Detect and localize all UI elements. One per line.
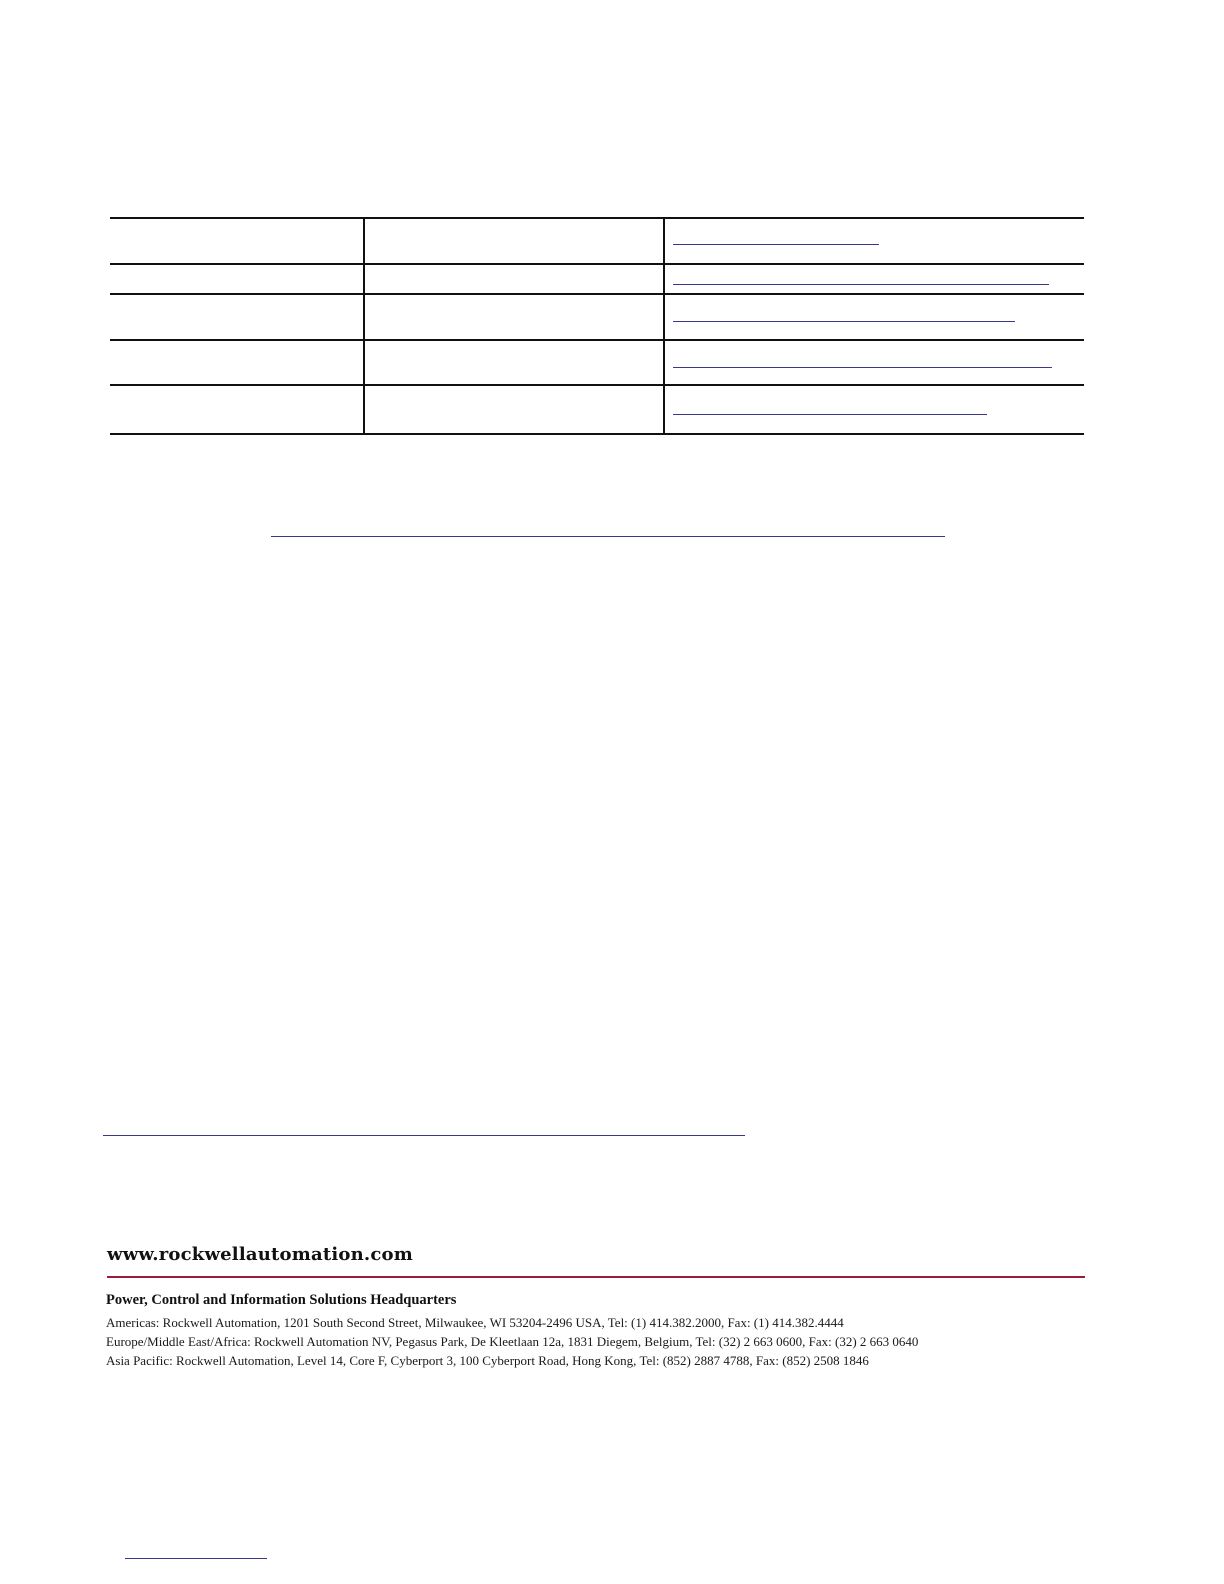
table-rule-top <box>110 217 1084 219</box>
table-column-divider <box>363 217 365 435</box>
resource-link[interactable] <box>673 284 1049 285</box>
document-link[interactable] <box>103 1135 745 1136</box>
table-rule <box>110 263 1084 265</box>
table-rule-bottom <box>110 433 1084 435</box>
office-emea: Europe/Middle East/Africa: Rockwell Automation NV, Pegasus Park, De Kleetlaan 12a, 1831 Diegem, Belgium, Tel: (32) 2 663 0600, Fax: (32) 2 663 0640 <box>106 1334 919 1349</box>
resource-link[interactable] <box>673 244 879 245</box>
document-link[interactable] <box>271 536 945 537</box>
support-resources-table <box>110 217 1084 435</box>
table-rule <box>110 339 1084 341</box>
office-asia-pacific: Asia Pacific: Rockwell Automation, Level 14, Core F, Cyberport 3, 100 Cyberport Road, Hong Kong, Tel: (852) 2887 4788, Fax: (852) 2508 1846 <box>106 1353 869 1368</box>
resource-link[interactable] <box>673 367 1052 368</box>
table-rule <box>110 384 1084 386</box>
document-link[interactable] <box>125 1558 267 1559</box>
brand-divider <box>107 1276 1085 1278</box>
office-americas: Americas: Rockwell Automation, 1201 South Second Street, Milwaukee, WI 53204-2496 USA, Tel: (1) 414.382.2000, Fax: (1) 414.382.4444 <box>106 1315 844 1330</box>
headquarters-title: Power, Control and Information Solutions Headquarters <box>106 1292 457 1308</box>
table-column-divider <box>663 217 665 435</box>
resource-link[interactable] <box>673 321 1015 322</box>
resource-link[interactable] <box>673 414 987 415</box>
table-rule <box>110 293 1084 295</box>
website-url[interactable]: www.rockwellautomation.com <box>107 1244 413 1265</box>
